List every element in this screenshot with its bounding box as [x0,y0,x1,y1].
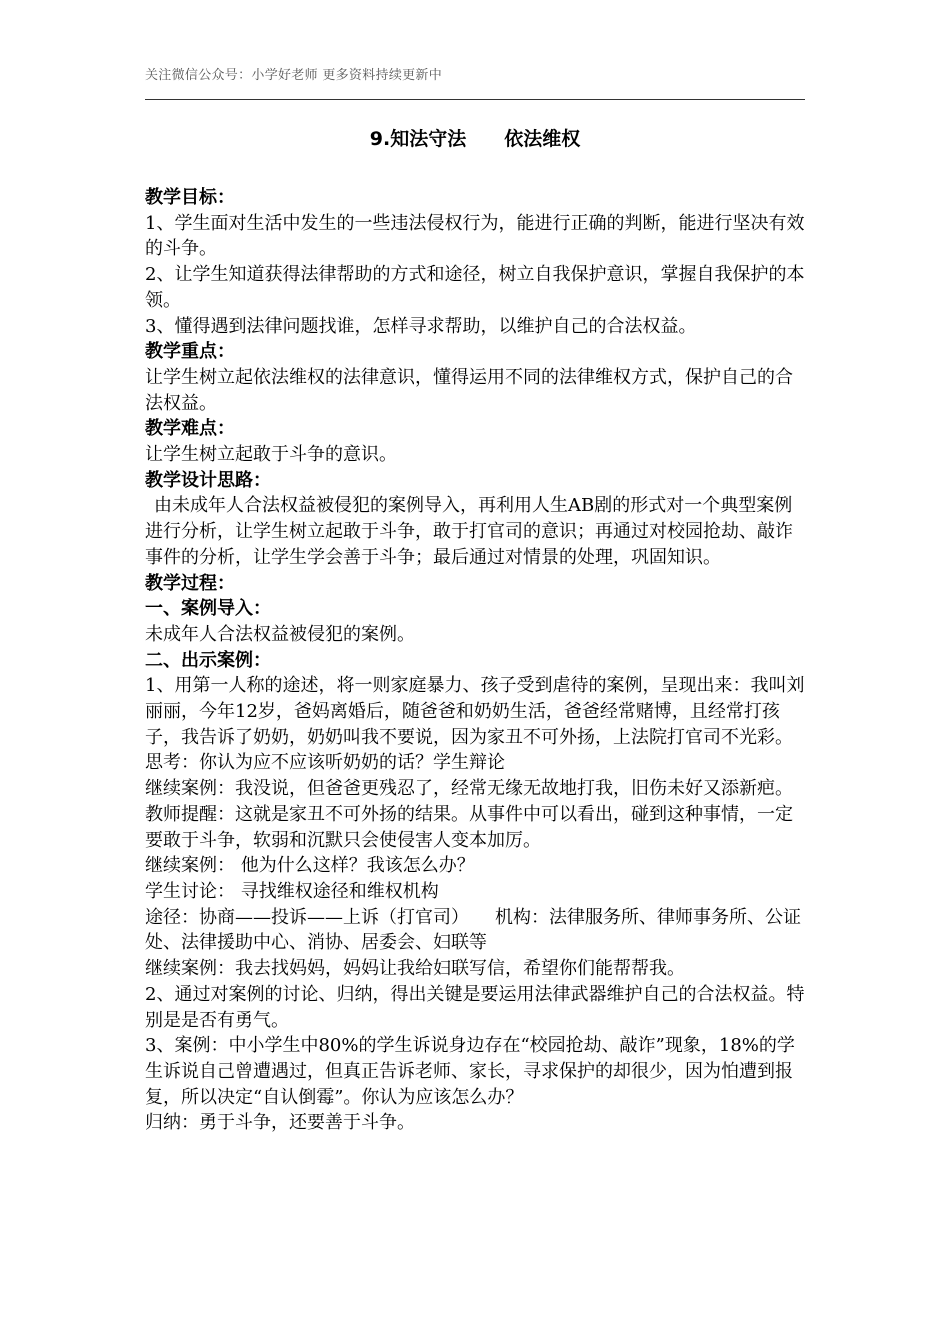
keypoint-text: 让学生树立起依法维权的法律意识，懂得运用不同的法律维权方式，保护自己的合法权益。 [145,366,793,414]
case-paragraph: 1、用第一人称的途述，将一则家庭暴力、孩子受到虐待的案例，呈现出来：我叫刘丽丽，今年12岁，爸妈离婚后，随爸爸和奶奶生活，爸爸经常赌博，且经常打孩子，我告诉了奶奶，奶奶叫我不要说，因为家丑不可外扬，上法院打官司不光彩。 [145,675,805,748]
summary-line: 归纳：勇于斗争，还要善于斗争。 [145,1112,415,1134]
process-heading: 教学过程： [145,572,235,594]
discussion-line: 学生讨论： 寻找维权途径和维权机构 [145,880,439,902]
page-header: 关注微信公众号：小学好老师 更多资料持续更新中 [145,68,443,83]
document-body [145,185,810,1136]
teacher-note: 教师提醒：这就是家丑不可外扬的结果。从事件中可以看出，碰到这种事情，一定要敢于斗争，软弱和沉默只会使侵害人变本加厉。 [145,803,793,851]
goal-item: 1、学生面对生活中发生的一些违法侵权行为，能进行正确的判断，能进行坚决有效的斗争。 [145,212,805,260]
continue-case: 继续案例：我去找妈妈，妈妈让我给妇联写信，希望你们能帮帮我。 [145,958,685,980]
title-lesson: 9.知法守法 [369,128,467,150]
goals-heading: 教学目标： [145,187,235,208]
continue-case: 继续案例： 他为什么这样？我该怎么办？ [145,855,475,877]
path-text: 途径：协商——投诉——上诉（打官司） [145,906,469,928]
design-heading: 教学设计思路： [145,469,271,491]
path-agency-line [145,905,810,956]
section1-text: 未成年人合法权益被侵犯的案例。 [145,623,415,645]
header-divider [145,99,805,100]
goal-item: 2、让学生知道获得法律帮助的方式和途径，树立自我保护意识，掌握自我保护的本领。 [145,264,805,311]
think-line: 思考：你认为应不应该听奶奶的话？学生辩论 [145,752,505,774]
keypoint-heading: 教学重点： [145,341,235,363]
case-paragraph: 3、案例：中小学生中80%的学生诉说身边存在“校园抢劫、敲诈”现象，18%的学生诉说自己曾遭遇过，但真正告诉老师、家长，寻求保护的却很少，因为怕遭到报复，所以决定“自认倒霉”。你认为应该怎么办？ [145,1035,795,1108]
difficulty-heading: 教学难点： [145,418,235,440]
section1-heading: 一、案例导入： [145,598,271,620]
continue-case: 继续案例：我没说，但爸爸更残忍了，经常无缘无故地打我，旧伤未好又添新疤。 [145,778,793,800]
goal-item: 3、懂得遇到法律问题找谁，怎样寻求帮助，以维护自己的合法权益。 [145,315,697,337]
document-title [145,124,805,151]
agencies-text: 机构：法律服务所、律师事务所、公证处、法律援助中心、消协、居委会、妇联等 [145,906,801,954]
case-paragraph: 2、通过对案例的讨论、归纳，得出关键是要运用法律武器维护自己的合法权益。特别是是否有勇气。 [145,983,805,1031]
section2-heading: 二、出示案例： [145,649,271,671]
difficulty-text: 让学生树立起敢于斗争的意识。 [145,444,397,466]
design-text: 由未成年人合法权益被侵犯的案例导入，再利用人生AB剧的形式对一个典型案例进行分析，让学生树立起敢于斗争，敢于打官司的意识；再通过对校园抢劫、敲诈事件的分析，让学生学会善于斗争；最后通过对情景的处理，巩固知识。 [145,495,793,568]
title-theme: 依法维权 [504,128,581,150]
